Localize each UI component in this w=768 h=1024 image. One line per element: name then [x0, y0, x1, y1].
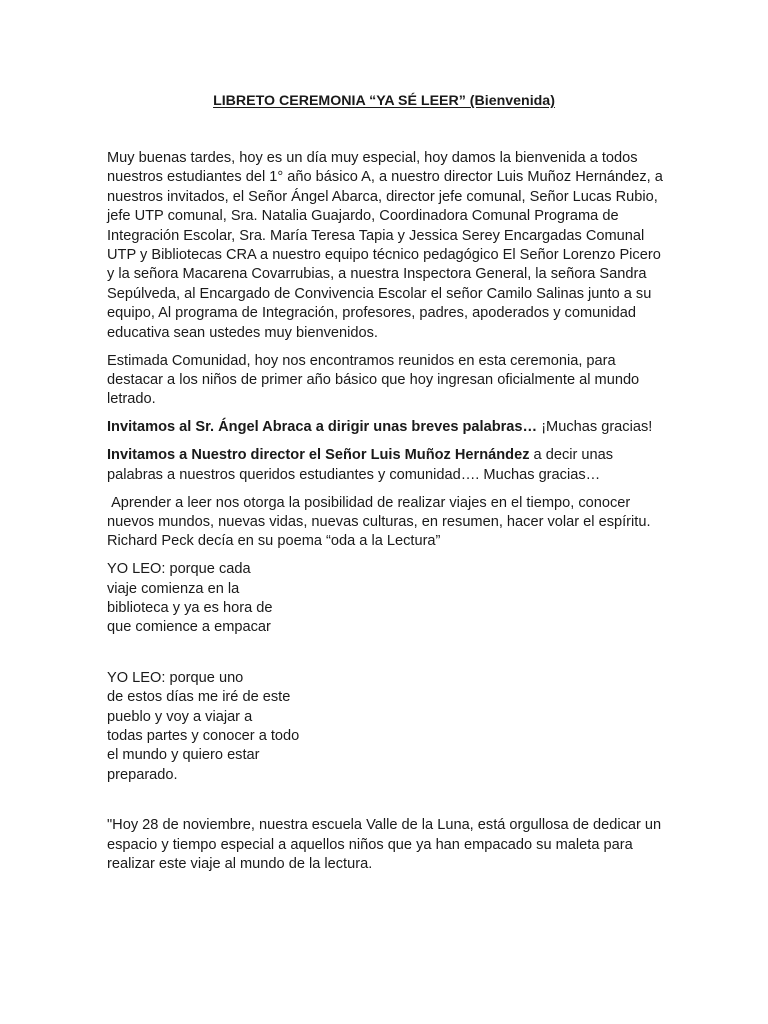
invitation-1-text: ¡Muchas gracias! — [537, 419, 653, 436]
poem-stanza-2 — [107, 669, 667, 785]
invitation-1-bold-text: Invitamos al Sr. Ángel Abraca a dirigir unas breves palabras… — [107, 419, 538, 436]
welcome-paragraph: Muy buenas tardes, hoy es un día muy especial, hoy damos la bienvenida a todos nuestros estudiantes del 1° año básico A, a nuestro director Luis Muñoz Hernández, a nuestros invitados, el Señor Ángel Abarca, director jefe comunal, Señor Lucas Rubio, jefe UTP comunal, Sra. Natalia Guajardo, Coordinadora Comunal Programa de Integración Escolar, Sra. María Teresa Tapia y Jessica Serey Encargadas Comunal UTP y Bibliotecas CRA a nuestro equipo técnico pedagógico El Señor Lorenzo Picero y la señora Macarena Covarrubias, a nuestra Inspectora General, la señora Sandra Sepúlveda, al Encargado de Convivencia Escolar el señor Camilo Salinas junto a su equipo, Al programa de Integración, profesores, padres, apoderados y comunidad educativa sean ustedes muy bienvenidos. — [107, 150, 663, 341]
poem-line: todas partes y conocer a todo — [107, 728, 300, 745]
invitation-2-text: a decir unas palabras a nuestros queridos estudiantes y comunidad…. Muchas gracias… — [107, 447, 614, 483]
invitation-paragraph-2 — [107, 446, 667, 485]
reading-paragraph: Aprender a leer nos otorga la posibilidad de realizar viajes en el tiempo, conocer nuevos mundos, nuevas vidas, nuevas culturas, en resumen, hacer volar el espíritu. Richard Peck decía en su poema “oda a la Lectura” — [107, 494, 655, 550]
invitation-paragraph-1 — [107, 418, 667, 437]
document-body — [107, 149, 667, 883]
invitation-2-bold-text: Invitamos a Nuestro director el Señor Luis Muñoz Hernández — [107, 447, 530, 464]
poem-stanza-1 — [107, 560, 667, 638]
poem-line: pueblo y voy a viajar a — [107, 708, 253, 725]
poem-line: biblioteca y ya es hora de — [107, 600, 273, 617]
document-title: LIBRETO CEREMONIA “YA SÉ LEER” (Bienvenida) — [213, 93, 555, 109]
poem-line: el mundo y quiero estar — [107, 747, 260, 764]
poem-line: que comience a empacar — [107, 619, 271, 636]
community-paragraph: Estimada Comunidad, hoy nos encontramos reunidos en esta ceremonia, para destacar a los niños de primer año básico que hoy ingresan oficialmente al mundo letrado. — [107, 352, 640, 408]
closing-paragraph: "Hoy 28 de noviembre, nuestra escuela Valle de la Luna, está orgullosa de dedicar un espacio y tiempo especial a aquellos niños que ya han empacado su maleta para realizar este viaje al mundo de la lectura. — [107, 817, 662, 873]
poem-line: YO LEO: porque cada — [107, 561, 251, 578]
poem-line: YO LEO: porque uno — [107, 669, 244, 686]
poem-line: viaje comienza en la — [107, 580, 240, 597]
poem-line: preparado. — [107, 766, 178, 783]
poem-line: de estos días me iré de este — [107, 689, 291, 706]
